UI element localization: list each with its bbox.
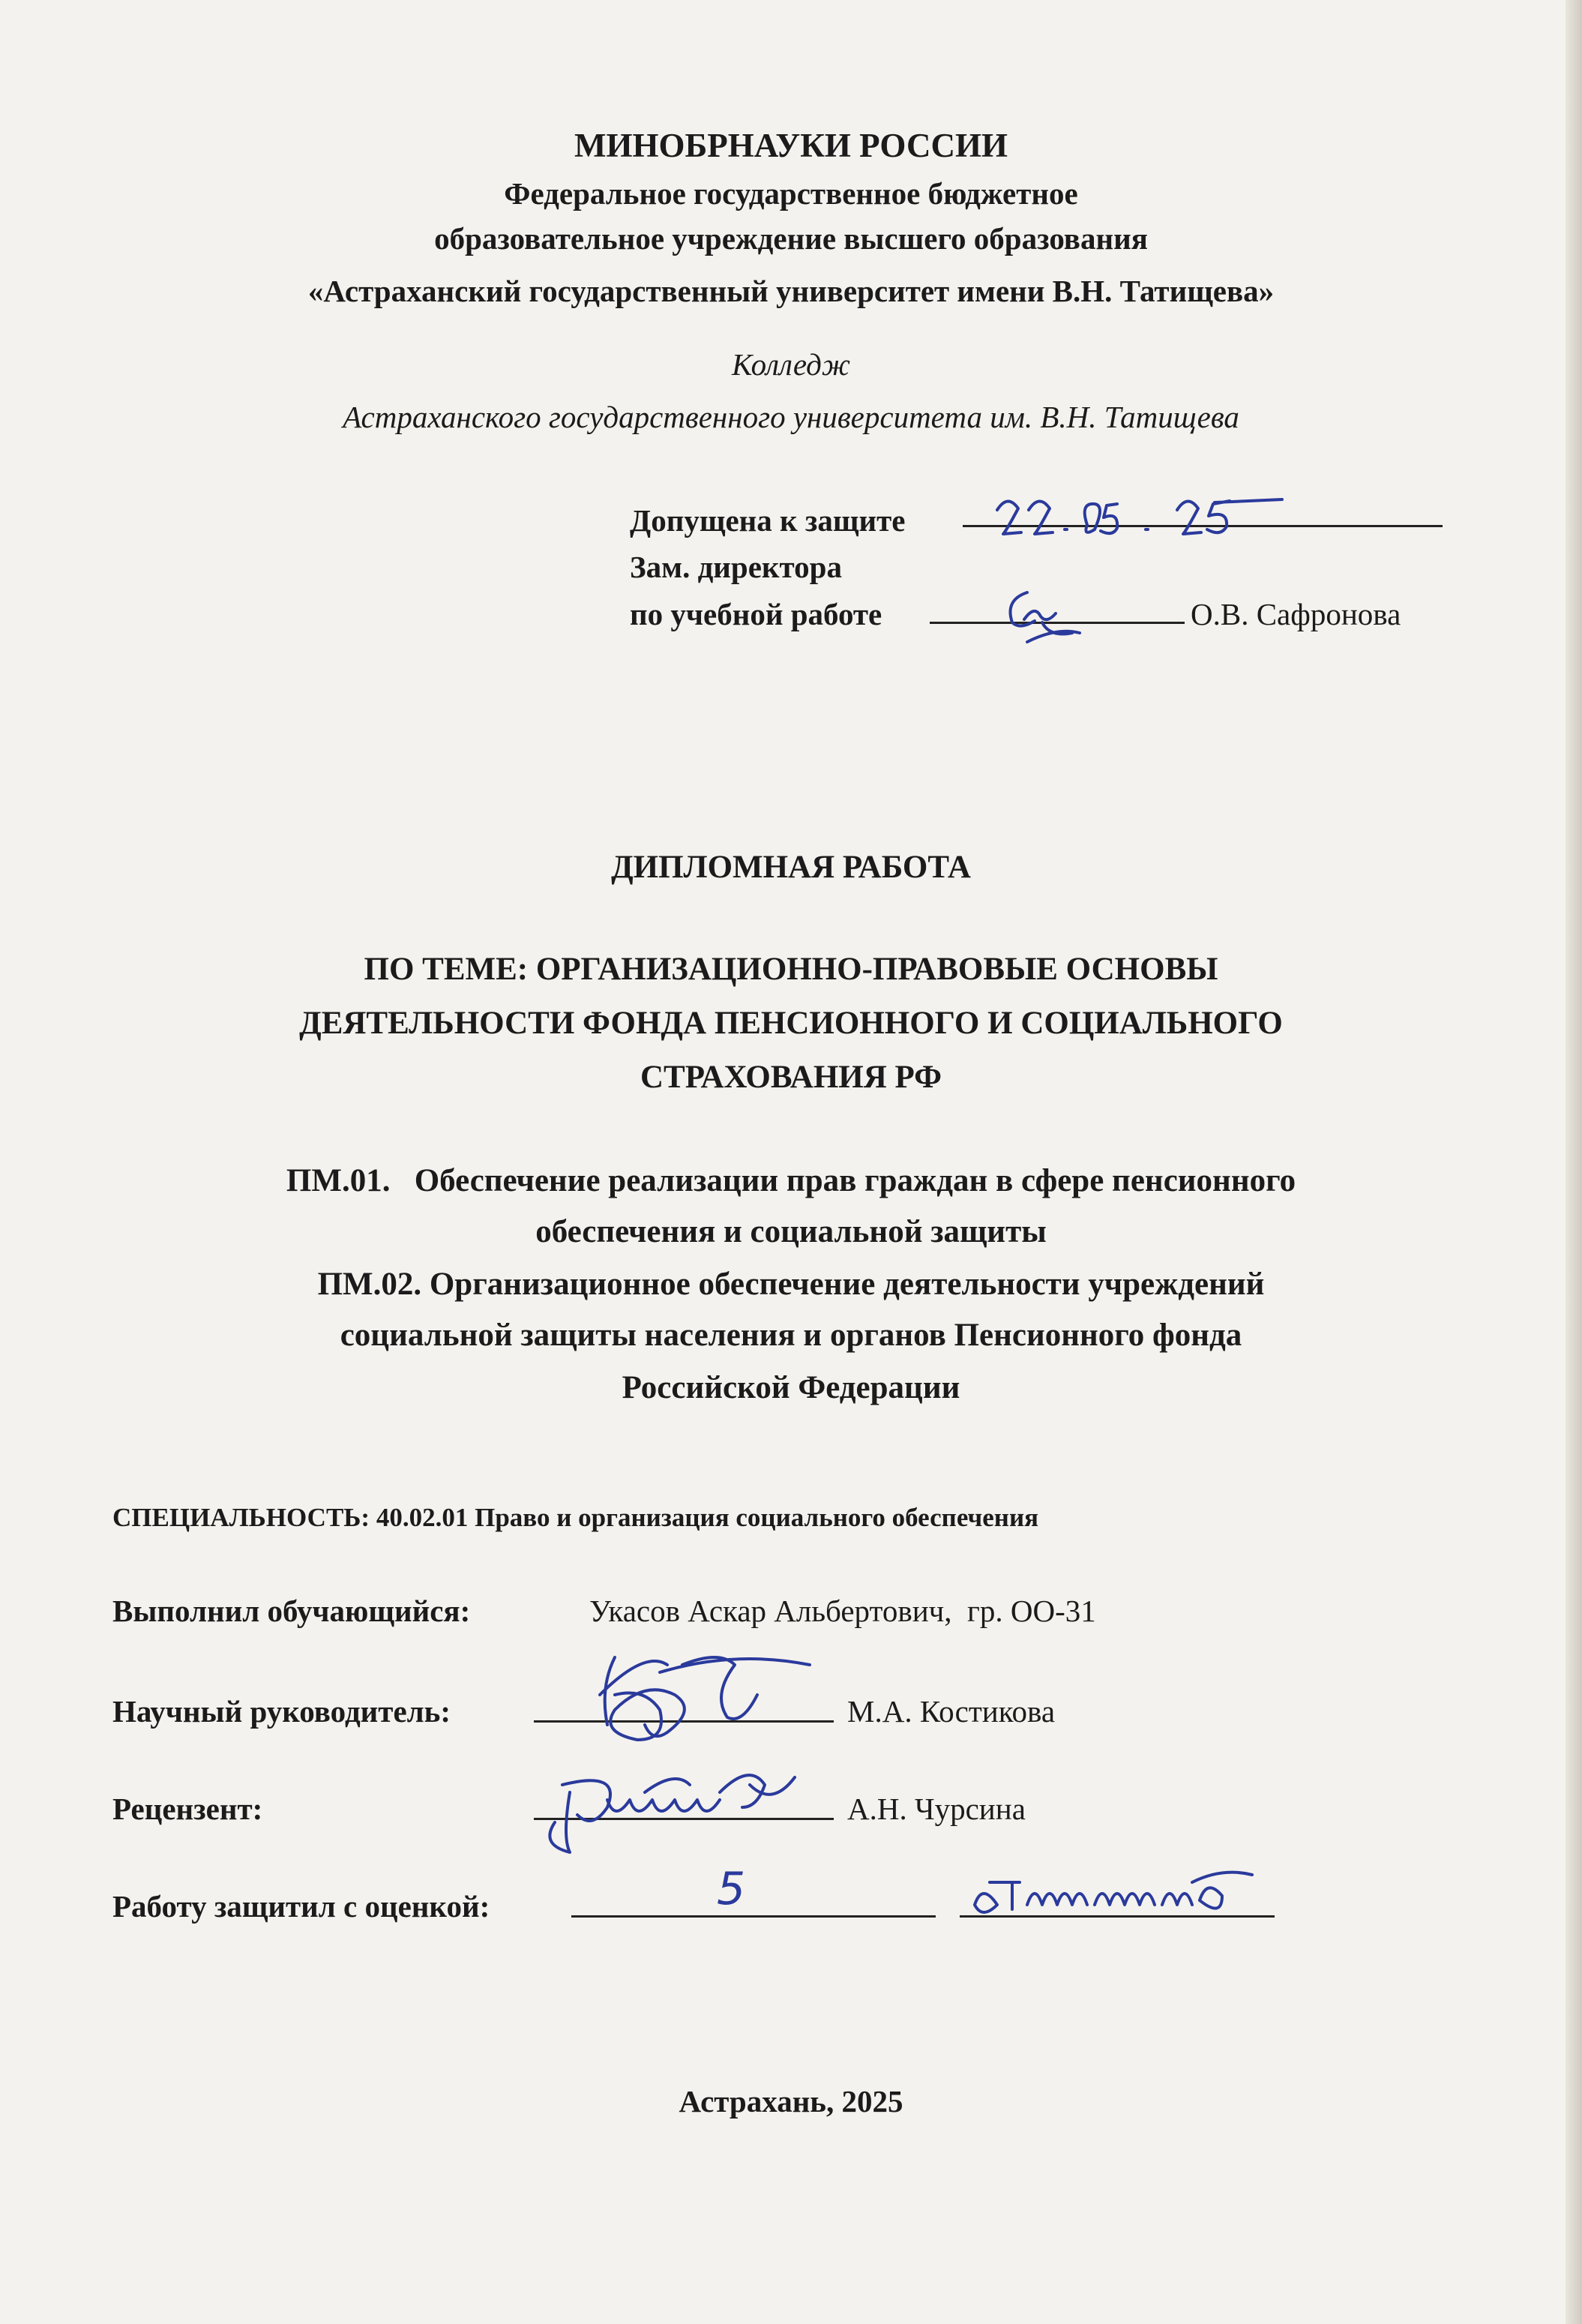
topic-line-3: СТРАХОВАНИЯ РФ [640, 1060, 942, 1095]
deputy-director-name: О.В. Сафронова [1191, 597, 1401, 631]
student-value: Укасов Аскар Альбертович, гр. ОО-31 [589, 1594, 1096, 1628]
grade-number-line [571, 1915, 936, 1918]
module-2-line-1: ПМ.02. Организационное обеспечение деятельности учреждений [317, 1267, 1265, 1302]
module-2-line-3: Российской Федерации [622, 1370, 960, 1405]
specialty-field [112, 1503, 1038, 1533]
supervisor-name: М.А. Костикова [847, 1694, 1056, 1729]
reviewer-name: А.Н. Чурсина [847, 1792, 1026, 1826]
reviewer-signature [525, 1762, 840, 1867]
deputy-director-label: Зам. директора [630, 550, 842, 584]
specialty-value: 40.02.01 Право и организация социального обеспечения [376, 1503, 1039, 1532]
specialty-label: СПЕЦИАЛЬНОСТЬ: [112, 1503, 370, 1532]
institution-line-1: Федеральное государственное бюджетное [504, 176, 1078, 211]
supervisor-label: Научный руководитель: [112, 1694, 451, 1729]
supervisor-signature [570, 1642, 840, 1755]
academic-work-label: по учебной работе [630, 597, 882, 631]
grade-value: 5 [717, 1863, 746, 1915]
college-line-1: Колледж [732, 347, 850, 382]
reviewer-label: Рецензент: [112, 1792, 263, 1826]
module-2-line-2: социальной защиты населения и органов Пенсионного фонда [340, 1318, 1242, 1353]
topic-line-2: ДЕЯТЕЛЬНОСТИ ФОНДА ПЕНСИОННОГО И СОЦИАЛЬНОГО [299, 1006, 1283, 1041]
work-type: ДИПЛОМНАЯ РАБОТА [611, 850, 971, 885]
grade-label: Работу защитил с оценкой: [112, 1889, 490, 1924]
institution-line-2: образовательное учреждение высшего образования [434, 221, 1148, 256]
module-1-line-2: обеспечения и социальной защиты [535, 1214, 1047, 1249]
handwritten-date [990, 487, 1305, 540]
city-year: Астрахань, 2025 [679, 2084, 903, 2119]
deputy-signature [997, 577, 1117, 652]
topic-line-1: ПО ТЕМЕ: ОРГАНИЗАЦИОННО-ПРАВОВЫЕ ОСНОВЫ [364, 952, 1218, 987]
admitted-label: Допущена к защите [630, 503, 906, 538]
ministry-title: МИНОБРНАУКИ РОССИИ [574, 127, 1008, 164]
grade-handwritten-word [967, 1867, 1267, 1927]
college-line-2: Астраханского государственного университета им. В.Н. Татищева [343, 400, 1239, 434]
module-1-line-1: ПМ.01. Обеспечение реализации прав граждан в сфере пенсионного [286, 1163, 1296, 1198]
student-label: Выполнил обучающийся: [112, 1594, 471, 1628]
institution-line-3: «Астраханский государственный университет имени В.Н. Татищева» [307, 274, 1275, 308]
